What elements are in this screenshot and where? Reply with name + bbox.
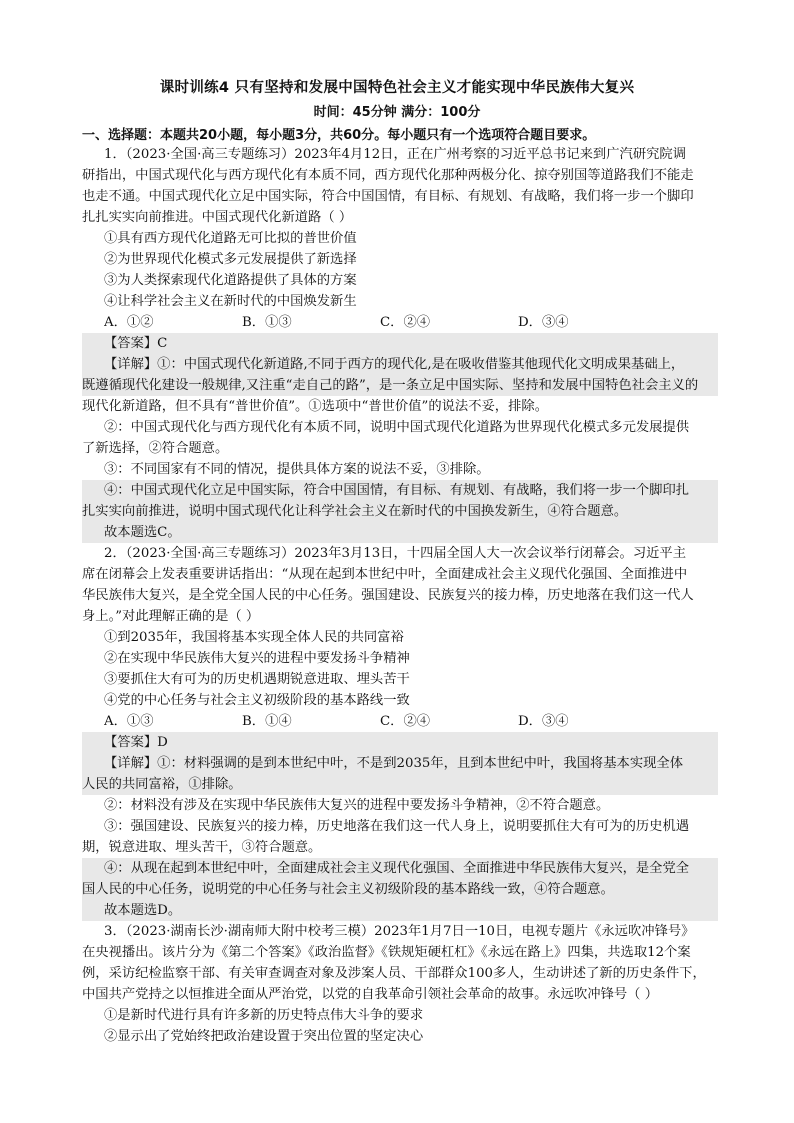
q1-option-item: ①具有西方现代化道路无可比拟的普世价值 bbox=[104, 231, 357, 246]
q2-choice-a: A．①③ bbox=[104, 714, 154, 729]
q2-choices bbox=[104, 712, 644, 732]
q1-stem-line: 研指出，中国式现代化与西方现代化有本质不同，西方现代化那种两极分化、掠夺别国等道路我们不能走 bbox=[82, 168, 694, 183]
q1-detail-line: ④：中国式现代化立足中国实际，符合中国国情，有目标、有规划、有战略，我们将一步一个脚印扎 bbox=[104, 483, 690, 498]
q1-option-item: ④让科学社会主义在新时代的中国焕发新生 bbox=[104, 294, 357, 309]
q1-option-item: ②为世界现代化模式多元发展提供了新选择 bbox=[104, 252, 357, 267]
q1-detail-line: 了新选择，②符合题意。 bbox=[82, 441, 229, 456]
q2-detail-line: 期，锐意进取、埋头苦干，③符合题意。 bbox=[82, 840, 322, 855]
q2-option-item: ①到2035年，我国将基本实现全体人民的共同富裕 bbox=[104, 630, 404, 645]
q2-stem-line: 身上。”对此理解正确的是（ ） bbox=[82, 609, 260, 624]
time-score-info: 时间：45分钟 满分：100分 bbox=[313, 105, 481, 120]
q1-detail-line: 故本题选C。 bbox=[104, 525, 181, 540]
q2-choice-b: B．①④ bbox=[242, 714, 292, 729]
q1-detail-line: 现代化新道路，但不具有“普世价值”。①选项中“普世价值”的说法不妥，排除。 bbox=[82, 399, 548, 414]
page-title: 课时训练4 只有坚持和发展中国特色社会主义才能实现中华民族伟大复兴 bbox=[159, 80, 635, 96]
q1-choice-d: D．③④ bbox=[518, 315, 569, 330]
q3-option-item: ①是新时代进行具有许多新的历史特点伟大斗争的要求 bbox=[104, 1008, 424, 1023]
q1-detail-line: 【详解】①：中国式现代化新道路,不同于西方的现代化,是在吸收借鉴其他现代化文明成果基础上， bbox=[104, 357, 685, 372]
q1-detail-line: 扎实实向前推进，说明中国式现代化让科学社会主义在新时代的中国换发新生，④符合题意。 bbox=[82, 504, 628, 519]
section-heading: 一、选择题：本题共20小题，每小题3分，共60分。每小题只有一个选项符合题目要求。 bbox=[82, 128, 596, 143]
q1-stem-line: 1．（2023·全国·高三专题练习）2023年4月12日，正在广州考察的习近平总书记来到广汽研究院调 bbox=[104, 147, 687, 162]
q2-choice-c: C．②④ bbox=[380, 714, 431, 729]
q1-answer: 【答案】C bbox=[104, 336, 168, 351]
q1-choice-b: B．①③ bbox=[242, 315, 292, 330]
q2-detail-line: 人民的共同富裕，①排除。 bbox=[82, 777, 242, 792]
q2-answer: 【答案】D bbox=[104, 735, 168, 750]
q1-detail-line: 既遵循现代化建设一般规律,又注重“走自己的路”，是一条立足中国实际、坚持和发展中国特色社会主义的 bbox=[82, 378, 699, 393]
q2-option-item: ②在实现中华民族伟大复兴的进程中要发扬斗争精神 bbox=[104, 651, 410, 666]
q2-detail-line: 国人民的中心任务，说明党的中心任务与社会主义初级阶段的基本路线一致，④符合题意。 bbox=[82, 882, 614, 897]
q2-detail-line: ④：从现在起到本世纪中叶，全面建成社会主义现代化强国、全面推进中华民族伟大复兴，是全党全 bbox=[104, 861, 690, 876]
q2-stem-line: 2．（2023·全国·高三专题练习）2023年3月13日，十四届全国人大一次会议举行闭幕会。习近平主 bbox=[104, 546, 687, 561]
q1-stem-line: 也走不通。中国式现代化立足中国实际，符合中国国情，有目标、有规划、有战略，我们将一步一个脚印 bbox=[82, 189, 694, 204]
q1-choice-a: A．①② bbox=[104, 315, 154, 330]
q1-detail-line: ②：中国式现代化与西方现代化有本质不同，说明中国式现代化道路为世界现代化模式多元发展提供 bbox=[104, 420, 690, 435]
q2-detail-line: 故本题选D。 bbox=[104, 903, 182, 918]
q2-detail-line: 【详解】①：材料强调的是到本世纪中叶，不是到2035年，且到本世纪中叶，我国将基本实现全体 bbox=[104, 756, 684, 771]
q2-detail-line: ③：强国建设、民族复兴的接力棒，历史地落在我们这一代人身上，说明要抓住大有可为的历史机遇 bbox=[104, 819, 690, 834]
q2-option-item: ④党的中心任务与社会主义初级阶段的基本路线一致 bbox=[104, 693, 410, 708]
q1-option-item: ③为人类探索现代化道路提供了具体的方案 bbox=[104, 273, 357, 288]
q1-detail-line: ③：不同国家有不同的情况，提供具体方案的说法不妥，③排除。 bbox=[104, 462, 490, 477]
q2-choice-d: D．③④ bbox=[518, 714, 569, 729]
q1-stem-line: 扎扎实实向前推进。中国式现代化新道路（ ） bbox=[82, 210, 353, 225]
q3-stem-line: 在央视播出。该片分为《第二个答案》《政治监督》《铁规矩硬杠杠》《永远在路上》四集，共选取12个案 bbox=[82, 945, 691, 960]
q1-choices bbox=[104, 313, 644, 333]
q3-option-item: ②显示出了党始终把政治建设置于突出位置的坚定决心 bbox=[104, 1029, 424, 1044]
q3-stem-line: 3．（2023·湖南长沙·湖南师大附中校考三模）2023年1月7日一10日，电视专题片《永远吹冲锋号》 bbox=[104, 924, 695, 939]
q1-choice-c: C．②④ bbox=[380, 315, 431, 330]
q3-stem-line: 中国共产党持之以恒推进全面从严治党，以党的自我革命引领社会革命的故事。永远吹冲锋号（ ） bbox=[82, 987, 658, 1002]
q2-stem-line: 华民族伟大复兴，是全党全国人民的中心任务。强国建设、民族复兴的接力棒，历史地落在我们这一代人 bbox=[82, 588, 694, 603]
q3-stem-line: 例，采访纪检监察干部、有关审查调查对象及涉案人员、干部群众100多人，生动讲述了新的历史条件下， bbox=[82, 966, 706, 981]
q2-detail-line: ②：材料没有涉及在实现中华民族伟大复兴的进程中要发扬斗争精神，②不符合题意。 bbox=[104, 798, 610, 813]
q2-option-item: ③要抓住大有可为的历史机遇期锐意进取、埋头苦干 bbox=[104, 672, 410, 687]
q2-stem-line: 席在闭幕会上发表重要讲话指出：“从现在起到本世纪中叶，全面建成社会主义现代化强国、全面推进中 bbox=[82, 567, 688, 582]
